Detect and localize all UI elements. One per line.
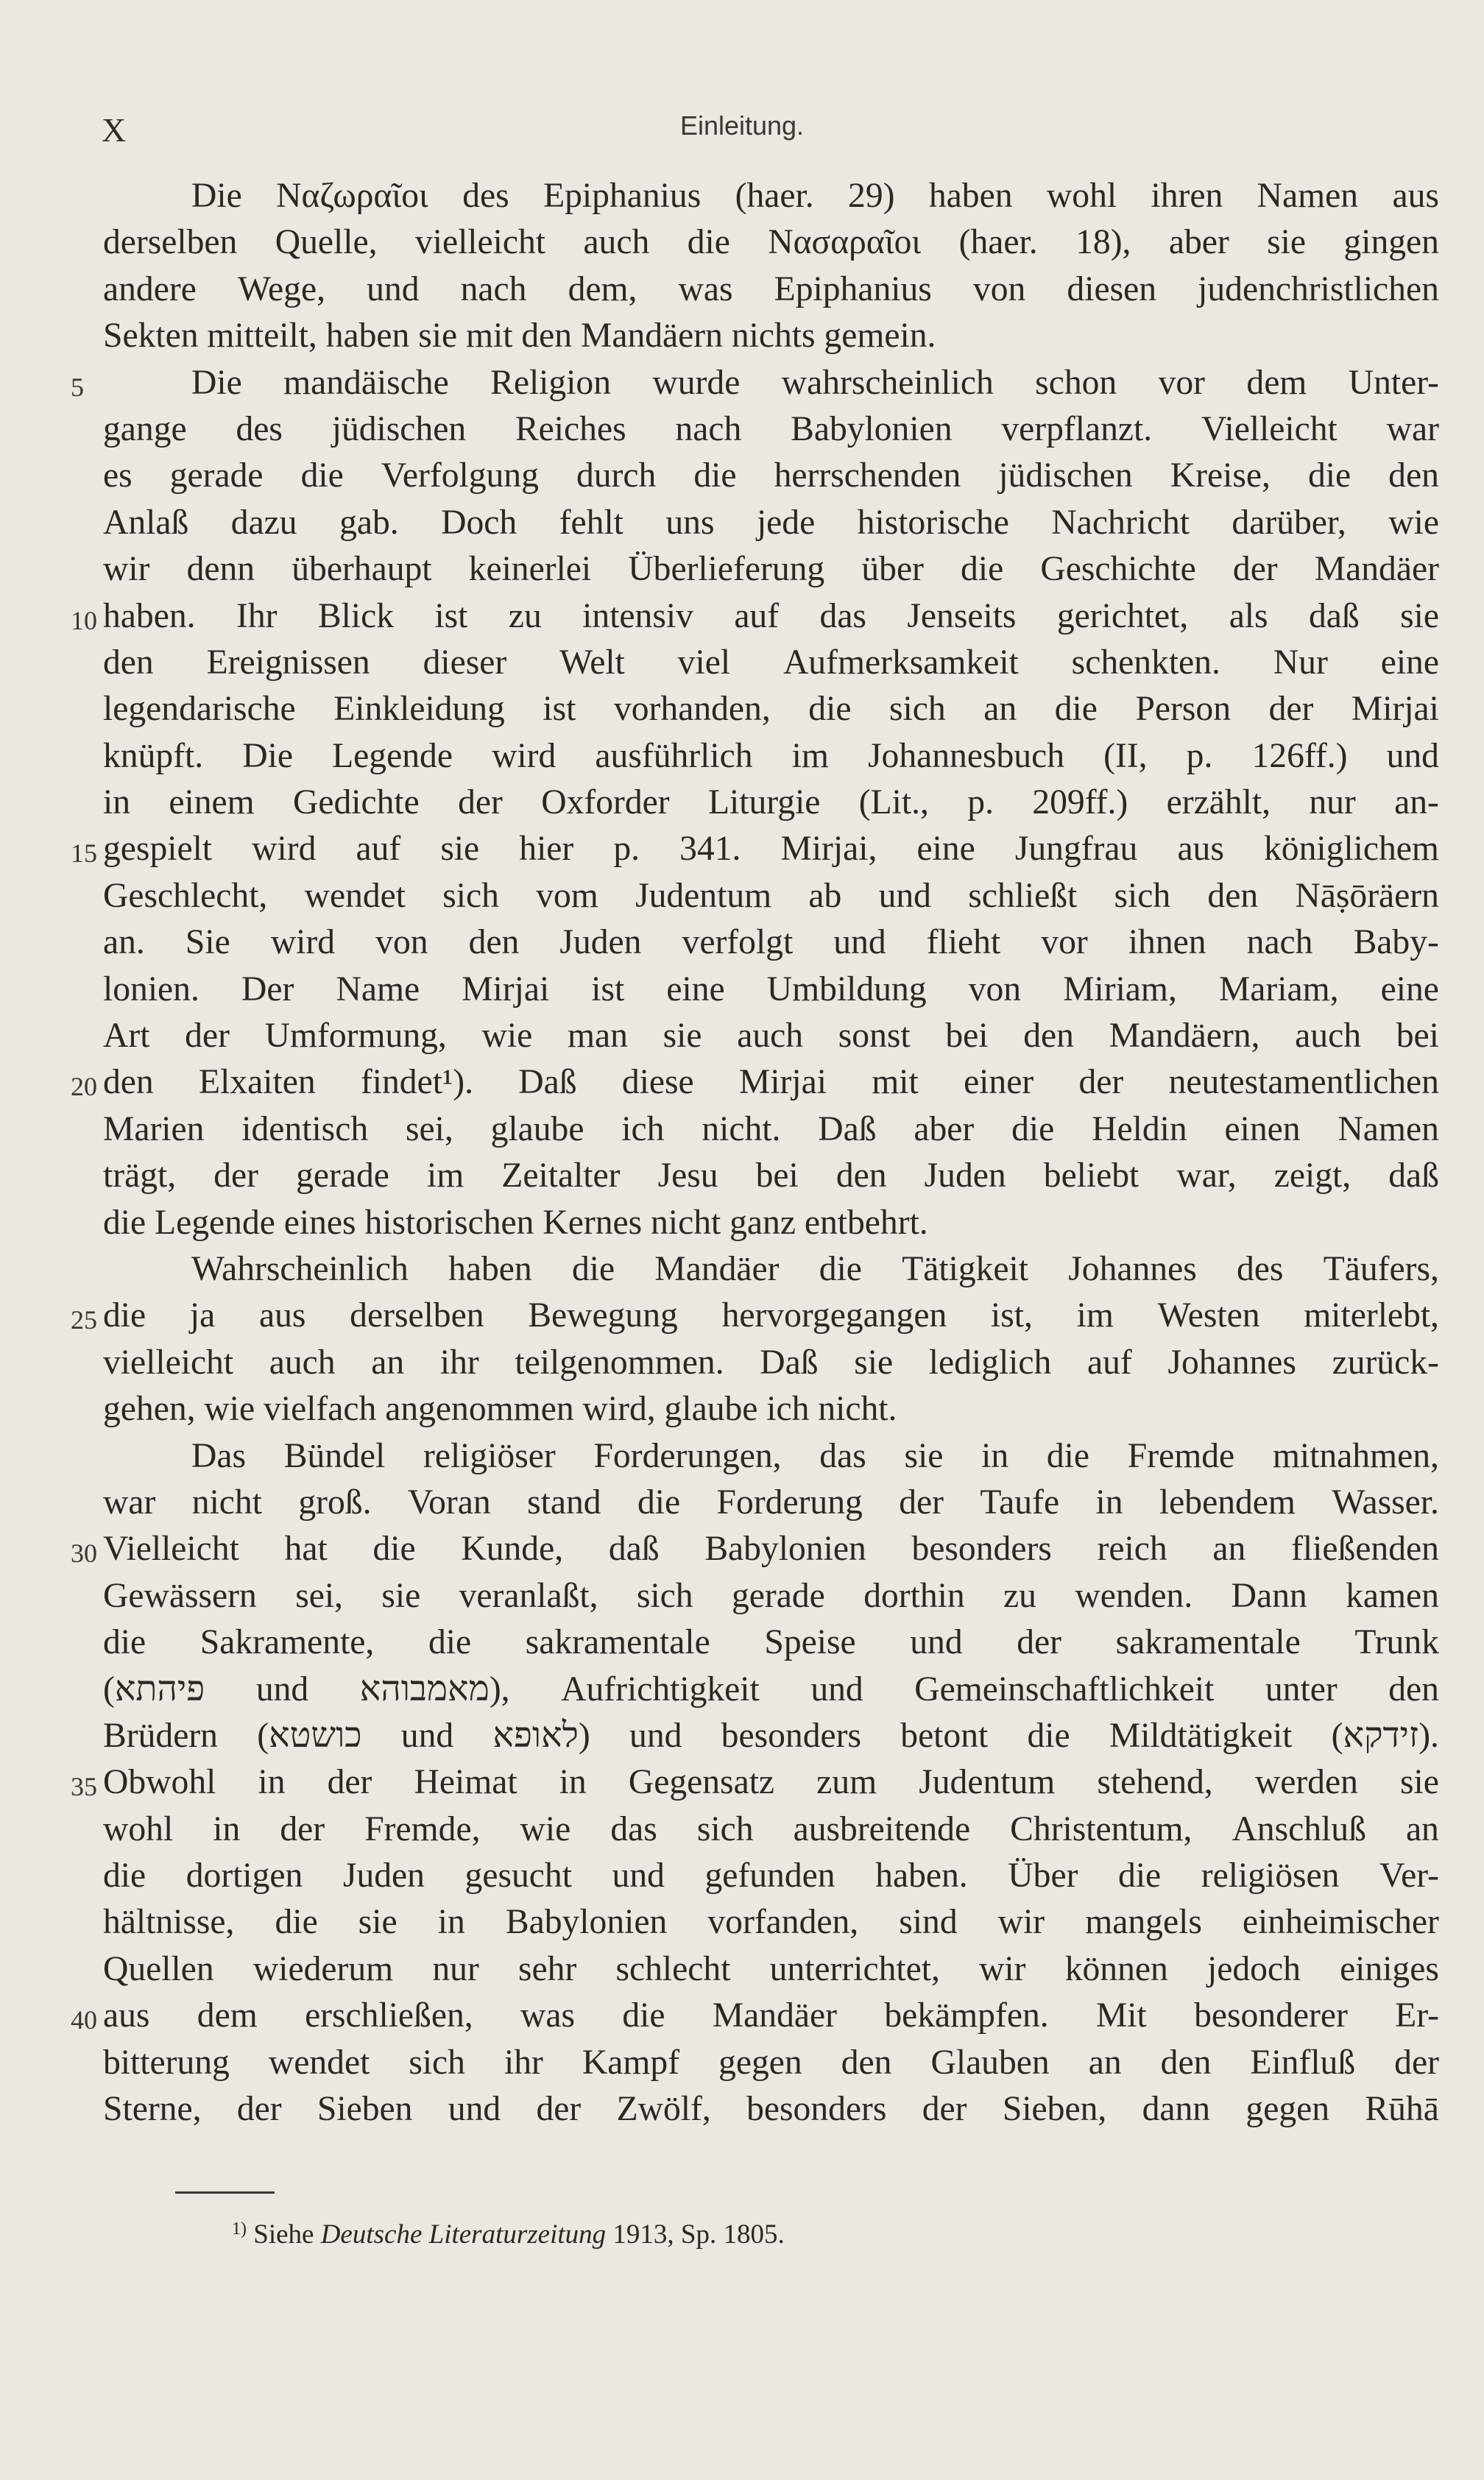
text-line [103,313,1439,359]
text-line [103,173,1439,219]
text-line [71,593,1439,640]
text-line [103,2040,1439,2086]
line-text: Brüdern (כושטא und לאופא) und besonders betont die Mildtätigkeit (זידקא). [103,1716,1439,1755]
text-line [103,1619,1439,1666]
line-text: trägt, der gerade im Zeitalter Jesu bei den Juden beliebt war, zeigt, daß [103,1156,1439,1195]
line-text: Geschlecht, wendet sich vom Judentum ab und schließt sich den Nāṣōräern [103,876,1439,915]
text-line [103,1946,1439,1993]
text-line [103,1480,1439,1526]
line-text: Gewässern sei, sie veranlaßt, sich gerade dorthin zu wenden. Dann kamen [103,1576,1439,1615]
line-text: knüpft. Die Legende wird ausführlich im Johannesbuch (II, p. 126ff.) und [103,736,1439,775]
line-number: 40 [71,2005,97,2035]
footnote [232,2211,785,2253]
text-line [103,1433,1439,1480]
line-text: Art der Umformung, wie man sie auch sonst bei den Mandäern, auch bei [103,1017,1439,1056]
text-line [103,2086,1439,2133]
footnote-suffix: 1913, Sp. 1805. [612,2219,785,2250]
line-text: die Legende eines historischen Kernes nicht ganz entbehrt. [103,1203,928,1242]
text-line [103,640,1439,686]
text-line [103,686,1439,732]
text-line [103,919,1439,966]
running-head: Einleitung. [679,110,805,141]
line-text: die ja aus derselben Bewegung hervorgegangen ist, im Westen miterlebt, [103,1296,1439,1335]
text-line [103,1200,1439,1246]
text-line [103,1806,1439,1853]
line-text: Sterne, der Sieben und der Zwölf, besonders der Sieben, dann gegen Rūhā [103,2090,1439,2129]
text-line [103,733,1439,780]
line-number: 25 [71,1305,97,1335]
line-text: wir denn überhaupt keinerlei Überlieferung über die Geschichte der Mandäer [103,550,1439,589]
line-text: legendarische Einkleidung ist vorhanden, die sich an die Person der Mirjai [103,690,1439,729]
page-number: X [102,111,127,149]
text-line [103,780,1439,826]
text-line [71,1526,1439,1572]
line-text: Marien identisch sei, glaube ich nicht. Daß aber die Heldin einen Namen [103,1109,1439,1148]
text-line [103,1667,1439,1713]
text-line [103,406,1439,453]
line-text: haben. Ihr Blick ist zu intensiv auf das Jenseits gerichtet, als daß sie [103,596,1439,635]
line-text: aus dem erschließen, was die Mandäer bekämpfen. Mit besonderer Er- [103,1996,1439,2035]
text-line [103,219,1439,266]
text-line [103,453,1439,499]
line-text: bitterung wendet sich ihr Kampf gegen den Glauben an den Einfluß der [103,2043,1439,2082]
line-text: es gerade die Verfolgung durch die herrschenden jüdischen Kreise, die den [103,456,1439,495]
text-line [103,500,1439,546]
text-line [71,1759,1439,1806]
text-line [71,1059,1439,1106]
line-text: hältnisse, die sie in Babylonien vorfanden, sind wir mangels einheimischer [103,1903,1439,1942]
line-number: 35 [71,1772,97,1802]
text-line [103,1386,1439,1432]
line-text: die Sakramente, die sakramentale Speise und der sakramentale Trunk [103,1623,1439,1662]
text-line [71,1993,1439,2039]
line-text: an. Sie wird von den Juden verfolgt und flieht vor ihnen nach Baby- [103,923,1439,962]
line-text: gehen, wie vielfach angenommen wird, glaube ich nicht. [103,1390,897,1429]
line-number: 5 [71,372,84,402]
line-text: andere Wege, und nach dem, was Epiphanius von diesen judenchristlichen [103,269,1439,308]
text-line [103,266,1439,313]
text-line [103,1713,1439,1759]
footnote-title: Deutsche Literaturzeitung [320,2219,607,2250]
footnote-prefix: Siehe [253,2219,314,2250]
line-text: den Ereignissen dieser Welt viel Aufmerksamkeit schenkten. Nur eine [103,643,1439,682]
line-text: Sekten mitteilt, haben sie mit den Mandäern nichts gemein. [103,317,936,356]
text-line [103,1340,1439,1386]
line-text: Anlaß dazu gab. Doch fehlt uns jede historische Nachricht darüber, wie [103,503,1439,542]
line-text: den Elxaiten findet¹). Daß diese Mirjai mit einer der neutestamentlichen [103,1063,1439,1102]
line-text: Das Bündel religiöser Forderungen, das sie in die Fremde mitnahmen, [191,1436,1439,1475]
text-line [103,1853,1439,1899]
text-line [103,1899,1439,1946]
text-line [103,1013,1439,1059]
line-number: 15 [71,838,97,869]
line-text: wohl in der Fremde, wie das sich ausbreitende Christentum, Anschluß an [103,1809,1439,1848]
text-line [103,1573,1439,1619]
line-text: gange des jüdischen Reiches nach Babylonien verpflanzt. Vielleicht war [103,409,1439,448]
line-text: Obwohl in der Heimat in Gegensatz zum Judentum stehend, werden sie [103,1763,1439,1802]
text-line [71,360,1439,406]
line-text: Quellen wiederum nur sehr schlecht unterrichtet, wir können jedoch einiges [103,1949,1439,1988]
line-text: die dortigen Juden gesucht und gefunden haben. Über die religiösen Ver- [103,1857,1439,1896]
text-line [103,1153,1439,1199]
line-text: vielleicht auch an ihr teilgenommen. Daß sie lediglich auf Johannes zurück- [103,1343,1439,1382]
text-line [71,1293,1439,1339]
line-number: 30 [71,1538,97,1569]
line-text: Die mandäische Religion wurde wahrscheinlich schon vor dem Unter- [191,363,1439,402]
line-text: Die Ναζωραῖοι des Epiphanius (haer. 29) haben wohl ihren Namen aus [191,177,1439,215]
line-number: 20 [71,1072,97,1102]
text-line [71,826,1439,872]
line-text: in einem Gedichte der Oxforder Liturgie (Lit., p. 209ff.) erzählt, nur an- [103,783,1439,822]
line-number: 10 [71,605,97,635]
line-text: (פיהתא und מאמבוהא), Aufrichtigkeit und Gemeinschaftlichkeit unter den [103,1670,1439,1709]
footnote-marker: 1) [232,2219,247,2239]
line-text: lonien. Der Name Mirjai ist eine Umbildung von Miriam, Mariam, eine [103,969,1439,1008]
line-text: Vielleicht hat die Kunde, daß Babylonien besonders reich an fließenden [103,1530,1439,1569]
text-line [103,1106,1439,1153]
text-line [103,1246,1439,1293]
line-text: Wahrscheinlich haben die Mandäer die Tätigkeit Johannes des Täufers, [191,1249,1439,1288]
footnote-rule [175,2191,275,2194]
body-text [71,173,1439,2133]
text-line [103,967,1439,1013]
line-text: war nicht groß. Voran stand die Forderung der Taufe in lebendem Wasser. [103,1483,1439,1522]
text-line [103,546,1439,593]
line-text: gespielt wird auf sie hier p. 341. Mirjai, eine Jungfrau aus königlichem [103,830,1439,869]
text-line [103,873,1439,919]
line-text: derselben Quelle, vielleicht auch die Νασαραῖοι (haer. 18), aber sie gingen [103,223,1439,262]
